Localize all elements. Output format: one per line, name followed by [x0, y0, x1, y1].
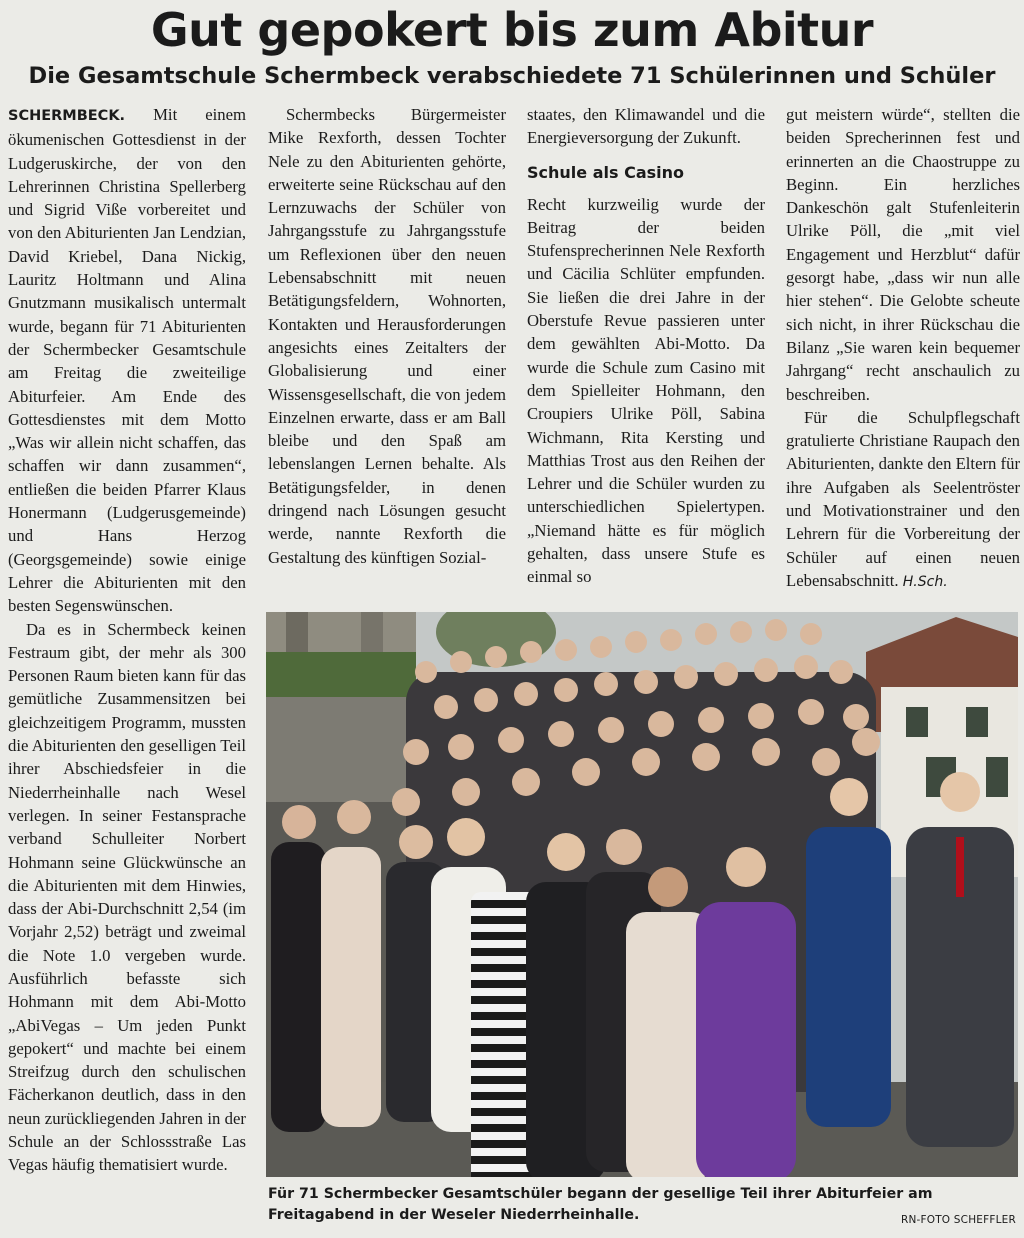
- crosshead: Schule als Casino: [527, 162, 684, 182]
- photo-credit: RN-FOTO SCHEFFLER: [900, 1214, 1016, 1226]
- author-initials: H.Sch.: [902, 573, 948, 590]
- dateline: SCHERMBECK.: [8, 108, 126, 124]
- article-column-2: [268, 103, 506, 569]
- paragraph-intro: [8, 103, 246, 618]
- paragraph-schulpflegschaft-text: Für die Schulpflegschaft gratulierte Christiane Raupach den Abiturienten, dankte den Eltern für ihre Aufgaben als Seelentröster und Motivationstrainer und den Lehrern für die Vorbereitung der Schüler auf einen neuen Lebensabschnitt.: [786, 407, 1021, 590]
- group-photo: [266, 612, 1018, 1177]
- paragraph-buergermeister: Schermbecks Bürgermeister Mike Rexforth, dessen Tochter Nele zu den Abiturienten gehörte, erweiterte seine Rückschau auf den Lernzuwachs der Schüler von Jahrgangsstufe zu Jahrgangsstufe um Reflexionen über den neuen Lebensabschnitt mit neuen Betätigungsfeldern, Wohnorten, Kontakten und Herausforderungen angesichts eines Zeitalters der Globalisierung und einer Wissensgesellschaft, die von jedem Einzelnen erwarte, dass er am Ball bleibe und den Spaß am lebenslangen Lernen behalte. Als Betätigungsfelder, in denen dringend nach Lösungen gesucht werde, nannte Rexforth die Gestaltung des künftigen Sozial-: [268, 105, 506, 567]
- photo-caption: Für 71 Schermbecker Gesamtschüler begann der gesellige Teil ihrer Abiturfeier am Freitagabend in der Weseler Niederrheinhalle.: [268, 1186, 933, 1223]
- headline: Gut gepokert bis zum Abitur: [150, 3, 874, 57]
- paragraph-sprecherinnen: gut meistern würde“, stellten die beiden Sprecherinnen fest und erinnerten an die Chaostruppe zu Beginn. Ein herzliches Dankeschön galt Stufenleiterin Ulrike Pöll, die „mit viel Engagement und Herzblut“ dafür gesorgt habe, „dass wir nun alle hier stehen“. Die Gelobte scheute sich nicht, in ihrer Rückschau die Bilanz „Sie waren kein bequemer Jahrgang“ recht anschaulich zu beschreiben.: [786, 105, 1020, 404]
- article-column-4: [786, 103, 1020, 594]
- paragraph-schulpflegschaft: [786, 406, 1020, 594]
- subheadline: Die Gesamtschule Schermbeck verabschiedete 71 Schülerinnen und Schüler: [28, 63, 996, 89]
- paragraph-sozialstaat: staates, den Klimawandel und die Energieversorgung der Zukunft.: [527, 105, 765, 148]
- paragraph-intro-text: Mit einem ökumenischen Gottesdienst in der Ludgeruskirche, der von den Lehrerinnen Christina Spellerberg und Sigrid Viße vorbereitet und von den Abiturienten Jan Lendzian, David Kriebel, Dana Nickig, Lauritz Holtmann und Alina Gnutzmann musikalisch untermalt wurde, begann für 71 Abiturienten der Schermbecker Gesamtschule am Freitag die zweiteilige Abiturfeier. Am Ende des Gottesdienstes mit dem Motto „Was wir allein nicht schaffen, das schaffen wir dann zusammen“, entließen die beiden Pfarrer Klaus Honermann (Ludgerusgemeinde) und Hans Herzog (Georgsgemeinde) sowie einige Lehrer die Abiturienten mit den besten Segenswünschen.: [8, 105, 247, 616]
- article-column-1: [8, 103, 246, 1177]
- group-photo-illustration: [266, 612, 1018, 1177]
- paragraph-festraum: Da es in Schermbeck keinen Festraum gibt, der mehr als 300 Personen Raum bieten kann für das gemütliche Zusammensitzen bei gleichzeitigem Programm, mussten die Abiturienten den geselligen Teil ihrer Abschiedsfeier in die Niederrheinhalle nach Wesel verlegen. In seiner Festansprache verband Schulleiter Norbert Hohmann seine Glückwünsche an die Abiturienten mit dem Hinwies, dass der Abi-Durchschnitt 2,54 (im Vorjahr 2,52) beträgt und zweimal die Note 1.0 vergeben wurde. Ausführlich befasste sich Hohmann mit dem Abi-Motto „AbiVegas – Um jeden Punkt gepokert“ und machte bei einem Streifzug durch den schulischen Fächerkanon deutlich, dass in den neun zurückliegenden Jahren in der Schule an der Schlossstraße Las Vegas häufig thematisiert wurde.: [8, 619, 246, 1175]
- article-column-3: [527, 103, 765, 589]
- paragraph-casino: Recht kurzweilig wurde der Beitrag der beiden Stufensprecherinnen Nele Rexforth und Cäcilia Schlüter empfunden. Sie ließen die drei Jahre in der Oberstufe Revue passieren unter dem gewählten Abi-Motto. Da wurde die Schule zum Casino mit dem Spielleiter Hohmann, den Croupiers Ulrike Pöll, Sabina Wichmann, Rita Kersting und Matthias Trost aus den Reihen der Lehrer und die Schüler wurden zu unterschiedlichen Spielertypen. „Niemand hätte es für möglich gehalten, dass unsere Stufe es einmal so: [527, 194, 765, 587]
